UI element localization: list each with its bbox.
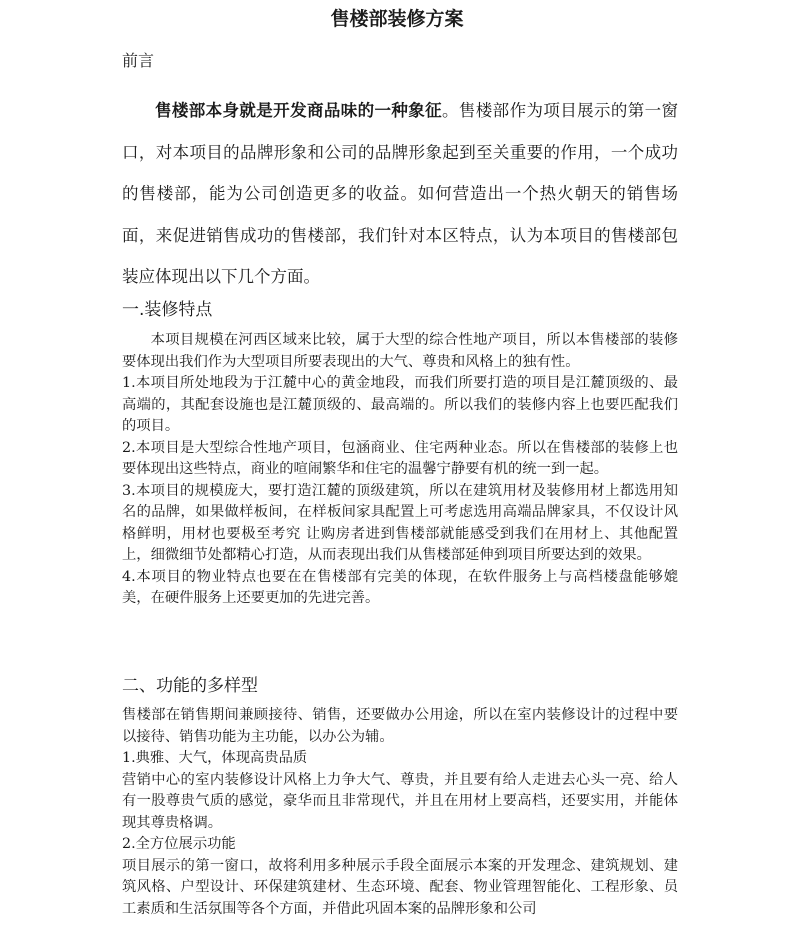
section1-paragraph: 本项目规模在河西区域来比较，属于大型的综合性地产项目，所以本售楼部的装修要体现出我们作为大型项目所要表现出的大气、尊贵和风格上的独有性。 (122, 332, 678, 370)
section1-paragraph: 2.本项目是大型综合性地产项目，包涵商业、住宅两种业态。所以在售楼部的装修上也要体现出这些特点，商业的喧闹繁华和住宅的温馨宁静要有机的统一到一起。 (122, 439, 678, 477)
section2-paragraph: 项目展示的第一窗口，故将利用多种展示手段全面展示本案的开发理念、建筑规划、建筑风格、户型设计、环保建筑建材、生态环境、配套、物业管理智能化、工程形象、员工素质和生活氛围等各个方面，并借此巩固本案的品牌形象和公司 (122, 857, 678, 917)
preface-label: 前言 (122, 51, 155, 70)
section1-paragraph: 4.本项目的物业特点也要在在售楼部有完美的体现，在软件服务上与高档楼盘能够媲美，在硬件服务上还要更加的先进完善。 (122, 568, 678, 606)
intro-lead-bold: 售楼部本身就是开发商品味的一种象征 (155, 101, 443, 120)
section2-body (122, 705, 678, 920)
section2-subheading: 1.典雅、大气，体现高贵品质 (122, 750, 308, 766)
intro-paragraph (122, 90, 678, 298)
section1-paragraph: 1.本项目所处地段为于江麓中心的黄金地段，而我们所要打造的项目是江麓顶级的、最高端的，其配套设施也是江麓顶级的、最高端的。所以我们的装修内容上也要匹配我们的项目。 (122, 375, 678, 434)
document-title: 售楼部装修方案 (330, 8, 464, 30)
section2-heading: 二、功能的多样型 (122, 676, 258, 696)
intro-text: 。售楼部作为项目展示的第一窗口，对本项目的品牌形象和公司的品牌形象起到至关重要的作用，一个成功的售楼部，能为公司创造更多的收益。如何营造出一个热火朝天的销售场面，来促进销售成功的售楼部，我们针对本区特点，认为本项目的售楼部包装应体现出以下几个方面。 (122, 101, 679, 286)
section2-subheading: 2.全方位展示功能 (122, 836, 236, 852)
section1-paragraph: 3.本项目的规模庞大，要打造江麓的顶级建筑，所以在建筑用材及装修用材上都选用知名的品牌，如果做样板间，在样板间家具配置上可考虑选用高端品牌家具，不仅设计风格鲜明，用材也要极至考究 让购房者进到售楼部就能感受到我们在用材上、其他配置上，细微细节处都精心打造，从而表现出我们从售楼部延伸到项目所要达到的效果。 (122, 482, 678, 563)
section2-paragraph: 售楼部在销售期间兼顾接待、销售，还要做办公用途，所以在室内装修设计的过程中要以接待、销售功能为主功能，以办公为辅。 (122, 707, 678, 745)
section1-body (122, 330, 678, 610)
section2-paragraph: 营销中心的室内装修设计风格上力争大气、尊贵，并且要有给人走进去心头一亮、给人有一股尊贵气质的感觉，豪华而且非常现代，并且在用材上要高档，还要实用，并能体现其尊贵格调。 (122, 771, 678, 831)
section1-heading: 一.装修特点 (122, 300, 213, 320)
